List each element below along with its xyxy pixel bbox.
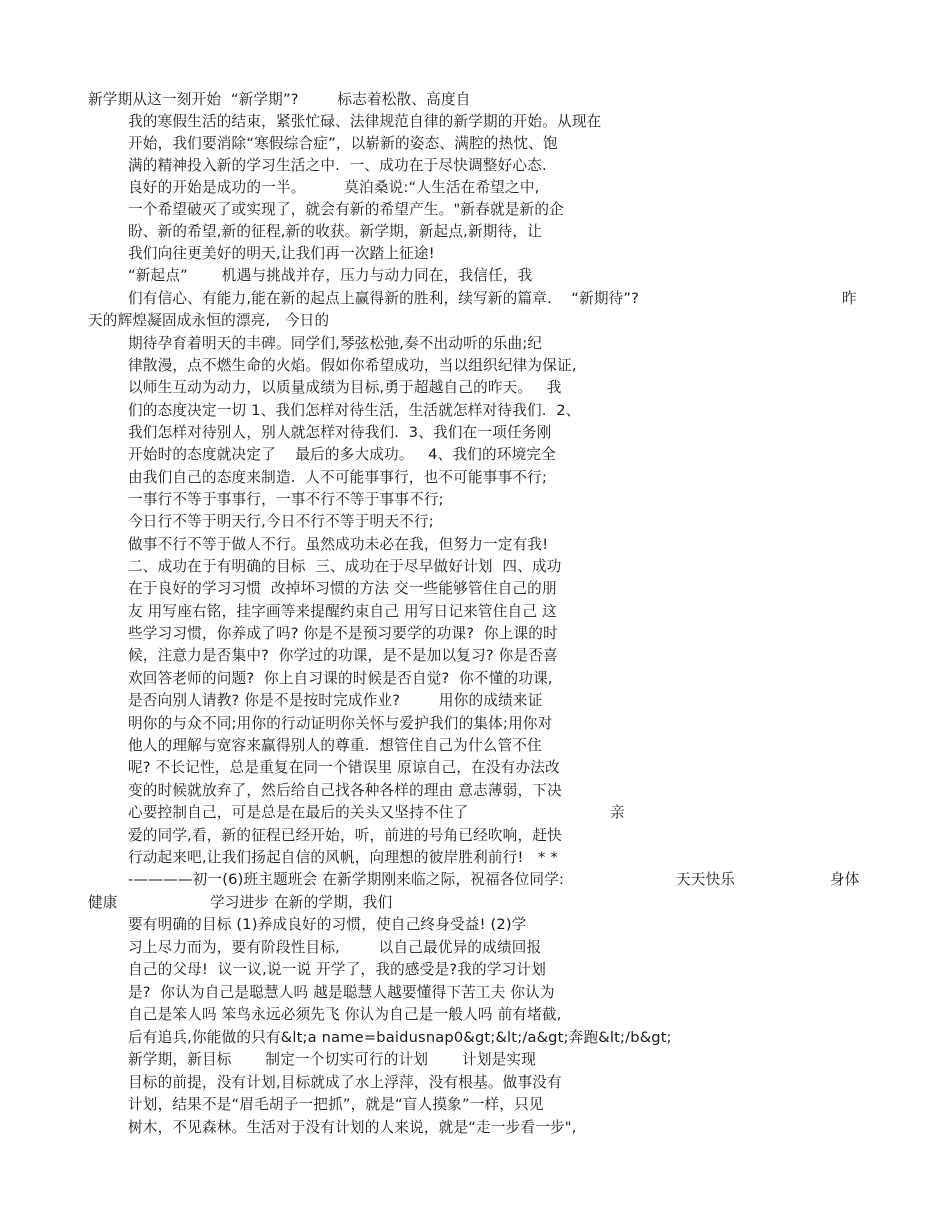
text-line: 友 用写座右铭，挂字画等来提醒约束自己 用写日记来管住自己 这 [128, 603, 557, 620]
text-line: 一事行不等于事事行，一事不行不等于事事不行; [128, 491, 444, 508]
text-line: 天天快乐 [676, 871, 736, 888]
text-line: 爱的同学,看，新的征程已经开始，听，前进的号角已经吹响，赶快 [128, 827, 562, 844]
text-line: 亲 [610, 804, 625, 821]
text-line: 行动起来吧,让我们扬起自信的风帆，向理想的彼岸胜利前行! * * [128, 849, 558, 866]
text-line: 欢回答老师的问题? 你上自习课的时候是否自觉? 你不懂的功课, [128, 670, 553, 687]
text-line: -————初一(6)班主题班会 在新学期刚来临之际，祝福各位同学: [128, 871, 565, 888]
text-line: 目标的前提，没有计划,目标就成了水上浮萍，没有根基。做事没有 [128, 1074, 562, 1091]
text-line: 盼、新的希望,新的征程,新的收获。新学期，新起点,新期待，让 [128, 223, 542, 240]
text-line: 期待孕育着明天的丰碑。同学们,琴弦松弛,奏不出动听的乐曲;纪 [128, 335, 543, 352]
text-line: 健康 [88, 894, 118, 911]
text-line: 是否向别人请教? 你是不是按时完成作业? 用你的成绩来证 [128, 692, 543, 709]
text-line: 他人的理解与宽容来赢得别人的尊重. 想管住自己为什么管不住 [128, 737, 542, 754]
text-line: 做事不行不等于做人不行。虽然成功未必在我，但努力一定有我! [128, 536, 549, 553]
text-line: 昨 [842, 290, 857, 307]
text-line: 树木，不见森林。生活对于没有计划的人来说，就是“走一步看一步", [128, 1119, 577, 1136]
text-line: 心要控制自己，可是总是在最后的关头又坚持不住了 [128, 804, 469, 821]
text-line: 今日行不等于明天行,今日不行不等于明天不行; [128, 513, 434, 530]
text-line: 变的时候就放弃了，然后给自己找各种各样的理由 意志薄弱，下决 [128, 782, 562, 799]
text-line: 我们向往更美好的明天,让我们再一次踏上征途! [128, 245, 435, 262]
text-line: 要有明确的目标 (1)养成良好的习惯，使自己终身受益! (2)学 [128, 916, 527, 933]
text-line: 学习进步 在新的学期，我们 [210, 894, 393, 911]
text-line: 习上尽力而为，要有阶段性目标, 以自己最优异的成绩回报 [128, 939, 542, 956]
text-line: 后有追兵,你能做的只有&lt;a name=baidusnap0&gt;&lt;/a&gt;奔跑&lt;/b&gt; [128, 1029, 672, 1046]
text-line: “新起点” 机遇与挑战并存，压力与动力同在，我信任，我 [128, 267, 533, 284]
text-line: 身体 [830, 871, 860, 888]
text-line: 由我们自己的态度来制造. 人不可能事事行，也不可能事事不行; [128, 469, 548, 486]
text-line: 们有信心、有能力,能在新的起点上赢得新的胜利，续写新的篇章. “新期待”? [128, 290, 640, 307]
text-line: 我的寒假生活的结束，紧张忙碌、法律规范自律的新学期的开始。从现在 [128, 113, 602, 130]
text-line: 新学期，新目标 制定一个切实可行的计划 计划是实现 [128, 1051, 537, 1068]
text-line: 良好的开始是成功的一半。 莫泊桑说:“人生活在希望之中, [128, 179, 540, 196]
text-line: 二、成功在于有明确的目标 三、成功在于尽早做好计划 四、成功 [128, 558, 562, 575]
text-line: 是? 你认为自己是聪慧人吗 越是聪慧人越要懂得下苦工夫 你认为 [128, 984, 555, 1001]
text-line: 自己的父母! 议一议,说一说 开学了，我的感受是?我的学习计划 [128, 961, 546, 978]
text-line: 候，注意力是否集中? 你学过的功课，是不是加以复习? 你是否喜 [128, 647, 558, 664]
text-line: 些学习习惯，你养成了吗? 你是不是预习要学的功课? 你上课的时 [128, 625, 558, 642]
text-line: 天的辉煌凝固成永恒的漂亮, 今日的 [88, 312, 330, 329]
text-line: 自己是笨人吗 笨鸟永远必须先飞 你认为自己是一般人吗 前有堵截, [128, 1006, 562, 1023]
text-line: 我们怎样对待别人，别人就怎样对待我们. 3、我们在一项任务刚 [128, 424, 552, 441]
text-line: 开始时的态度就决定了 最后的多大成功。 4、我们的环境完全 [128, 446, 556, 463]
text-line: 呢? 不长记性，总是重复在同一个错误里 原谅自己，在没有办法改 [128, 759, 560, 776]
text-line: 在于良好的学习习惯 改掉坏习惯的方法 交一些能够管住自己的朋 [128, 580, 557, 597]
text-line: 以师生互动为动力，以质量成绩为目标,勇于超越自己的昨天。 我 [128, 379, 562, 396]
text-line: 满的精神投入新的学习生活之中. 一、成功在于尽快调整好心态. [128, 157, 547, 174]
text-line: 一个希望破灭了或实现了，就会有新的希望产生。"新春就是新的企 [128, 201, 564, 218]
text-line: 新学期从这一刻开始 “新学期”? 标志着松散、高度自 [88, 91, 471, 108]
text-line: 开始，我们要消除“寒假综合症”，以崭新的姿态、满腔的热忱、饱 [128, 135, 558, 152]
text-line: 计划，结果不是“眉毛胡子一把抓”，就是“盲人摸象”一样，只见 [128, 1096, 544, 1113]
text-line: 明你的与众不同;用你的行动证明你关怀与爱护我们的集体;用你对 [128, 715, 553, 732]
text-line: 们的态度决定一切 1、我们怎样对待生活，生活就怎样对待我们. 2、 [128, 402, 581, 419]
text-line: 律散漫，点不燃生命的火焰。假如你希望成功，当以组织纪律为保证, [128, 357, 577, 374]
